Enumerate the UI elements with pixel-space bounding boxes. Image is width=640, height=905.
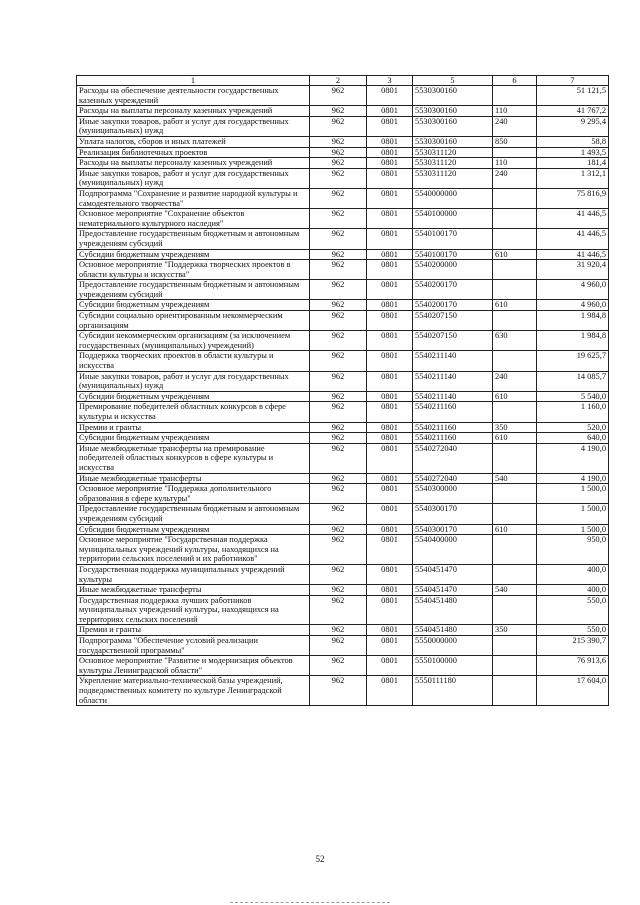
row-description: Премии и гранты [77,422,310,433]
amount: 58,8 [537,136,609,147]
table-row [77,391,609,402]
ministry-code: 962 [310,300,367,311]
row-description: Основное мероприятие "Поддержка дополнительного образования в сфере культуры" [77,484,310,504]
ministry-code: 962 [310,106,367,117]
row-description: Премирование победителей областных конкурсов в сфере культуры и искусства [77,402,310,422]
ministry-code: 962 [310,249,367,260]
ministry-code: 962 [310,625,367,636]
expense-type-code: 850 [493,136,537,147]
amount: 51 121,5 [537,86,609,106]
ministry-code: 962 [310,402,367,422]
ministry-code: 962 [310,116,367,136]
target-article-code: 5540300170 [413,504,493,524]
table-body [77,86,609,706]
ministry-code: 962 [310,484,367,504]
ministry-code: 962 [310,585,367,596]
expense-type-code: 610 [493,249,537,260]
expense-type-code: 540 [493,585,537,596]
row-description: Укрепление материально-технической базы учреждений, подведомственных комитету по культуре Ленинградской области [77,676,310,706]
section-code: 0801 [367,391,413,402]
target-article-code: 5540300000 [413,484,493,504]
ministry-code: 962 [310,147,367,158]
row-description: Иные межбюджетные трансферты [77,585,310,596]
row-description: Уплата налогов, сборов и иных платежей [77,136,310,147]
target-article-code: 5540451470 [413,564,493,584]
amount: 1 500,0 [537,524,609,535]
row-description: Предоставление государственным бюджетным и автономным учреждениям субсидий [77,229,310,249]
row-description: Субсидии бюджетным учреждениям [77,524,310,535]
row-description: Основное мероприятие "Сохранение объектов нематериального культурного наследия" [77,209,310,229]
ministry-code: 962 [310,443,367,473]
row-description: Расходы на выплаты персоналу казенных учреждений [77,106,310,117]
table-row [77,656,609,676]
table-row [77,422,609,433]
section-code: 0801 [367,371,413,391]
table-row [77,524,609,535]
section-code: 0801 [367,311,413,331]
expense-type-code: 350 [493,422,537,433]
expense-type-code [493,280,537,300]
row-description: Субсидии бюджетным учреждениям [77,433,310,444]
amount: 75 816,9 [537,188,609,208]
column-header: 3 [367,76,413,86]
target-article-code: 5540207150 [413,331,493,351]
page-number: 52 [315,854,325,864]
ministry-code: 962 [310,524,367,535]
section-code: 0801 [367,564,413,584]
section-code: 0801 [367,158,413,169]
amount: 14 085,7 [537,371,609,391]
row-description: Подпрограмма "Обеспечение условий реализации государственной программы" [77,636,310,656]
table-header-row [77,76,609,86]
amount: 1 984,8 [537,331,609,351]
target-article-code: 5540200170 [413,300,493,311]
expense-type-code [493,636,537,656]
ministry-code: 962 [310,535,367,565]
amount: 640,0 [537,433,609,444]
amount: 1 500,0 [537,504,609,524]
amount: 550,0 [537,625,609,636]
table-row [77,504,609,524]
table-row [77,585,609,596]
section-code: 0801 [367,188,413,208]
expense-type-code [493,229,537,249]
row-description: Предоставление государственным бюджетным и автономным учреждениям субсидий [77,280,310,300]
section-code: 0801 [367,260,413,280]
expense-type-code [493,676,537,706]
row-description: Предоставление государственным бюджетным и автономным учреждениям субсидий [77,504,310,524]
table-row [77,168,609,188]
table-row [77,229,609,249]
target-article-code: 5540211140 [413,391,493,402]
expense-type-code [493,86,537,106]
target-article-code: 5540211140 [413,351,493,371]
table-row [77,564,609,584]
ministry-code: 962 [310,656,367,676]
column-header: 1 [77,76,310,86]
target-article-code: 5530300160 [413,86,493,106]
target-article-code: 5540272040 [413,473,493,484]
ministry-code: 962 [310,188,367,208]
ministry-code: 962 [310,564,367,584]
expense-type-code [493,443,537,473]
amount: 41 767,2 [537,106,609,117]
section-code: 0801 [367,116,413,136]
expense-type-code: 610 [493,300,537,311]
table-row [77,402,609,422]
column-header: 2 [310,76,367,86]
row-description: Иные закупки товаров, работ и услуг для государственных (муниципальных) нужд [77,371,310,391]
target-article-code: 5540451470 [413,585,493,596]
ministry-code: 962 [310,636,367,656]
ministry-code: 962 [310,433,367,444]
ministry-code: 962 [310,136,367,147]
table-row [77,331,609,351]
amount: 400,0 [537,585,609,596]
amount: 4 960,0 [537,300,609,311]
ministry-code: 962 [310,473,367,484]
section-code: 0801 [367,656,413,676]
ministry-code: 962 [310,391,367,402]
ministry-code: 962 [310,676,367,706]
target-article-code: 5540451480 [413,625,493,636]
section-code: 0801 [367,249,413,260]
amount: 400,0 [537,564,609,584]
row-description: Субсидии бюджетным учреждениям [77,391,310,402]
ministry-code: 962 [310,595,367,625]
target-article-code: 5530300160 [413,136,493,147]
target-article-code: 5540200000 [413,260,493,280]
target-article-code: 5540211160 [413,422,493,433]
amount: 4 190,0 [537,443,609,473]
amount: 1 984,8 [537,311,609,331]
expense-type-code: 540 [493,473,537,484]
expense-type-code: 350 [493,625,537,636]
expense-type-code [493,260,537,280]
section-code: 0801 [367,625,413,636]
expense-type-code [493,595,537,625]
section-code: 0801 [367,402,413,422]
scan-edge-divider [230,902,390,903]
amount: 76 913,6 [537,656,609,676]
row-description: Расходы на выплаты персоналу казенных учреждений [77,158,310,169]
row-description: Премии и гранты [77,625,310,636]
section-code: 0801 [367,433,413,444]
table-row [77,116,609,136]
ministry-code: 962 [310,311,367,331]
amount: 181,4 [537,158,609,169]
row-description: Основное мероприятие "Развитие и модернизация объектов культуры Ленинградской области" [77,656,310,676]
amount: 41 446,5 [537,229,609,249]
table-row [77,351,609,371]
expense-type-code [493,535,537,565]
target-article-code: 5540300170 [413,524,493,535]
expense-type-code: 610 [493,433,537,444]
section-code: 0801 [367,168,413,188]
section-code: 0801 [367,106,413,117]
expense-type-code: 610 [493,524,537,535]
table-row [77,371,609,391]
table-row [77,473,609,484]
target-article-code: 5540400000 [413,535,493,565]
table-row [77,300,609,311]
expense-type-code: 240 [493,168,537,188]
section-code: 0801 [367,585,413,596]
section-code: 0801 [367,229,413,249]
expense-type-code [493,188,537,208]
section-code: 0801 [367,524,413,535]
amount: 1 312,1 [537,168,609,188]
ministry-code: 962 [310,371,367,391]
ministry-code: 962 [310,422,367,433]
expense-type-code [493,564,537,584]
amount: 31 920,4 [537,260,609,280]
section-code: 0801 [367,86,413,106]
row-description: Основное мероприятие "Государственная поддержка муниципальных учреждений культуры, находящихся на территории сельских поселений и их работников" [77,535,310,565]
amount: 520,0 [537,422,609,433]
target-article-code: 5540207150 [413,311,493,331]
section-code: 0801 [367,595,413,625]
target-article-code: 5540272040 [413,443,493,473]
amount: 41 446,5 [537,249,609,260]
row-description: Подпрограмма "Сохранение и развитие народной культуры и самодеятельного творчества" [77,188,310,208]
expense-type-code [493,351,537,371]
row-description: Иные межбюджетные трансферты на премирование победителей областных конкурсов в сфере культуры и искусства [77,443,310,473]
expense-type-code [493,147,537,158]
table-row [77,249,609,260]
budget-table [76,75,609,706]
target-article-code: 5550100000 [413,656,493,676]
target-article-code: 5540100170 [413,249,493,260]
ministry-code: 962 [310,158,367,169]
expense-type-code [493,656,537,676]
section-code: 0801 [367,351,413,371]
ministry-code: 962 [310,260,367,280]
table-row [77,433,609,444]
section-code: 0801 [367,443,413,473]
section-code: 0801 [367,280,413,300]
amount: 5 540,0 [537,391,609,402]
amount: 19 625,7 [537,351,609,371]
column-header: 7 [537,76,609,86]
expense-type-code: 240 [493,116,537,136]
target-article-code: 5540211160 [413,402,493,422]
amount: 4 190,0 [537,473,609,484]
section-code: 0801 [367,136,413,147]
row-description: Реализация библиотечных проектов [77,147,310,158]
ministry-code: 962 [310,209,367,229]
row-description: Субсидии социально ориентированным некоммерческим организациям [77,311,310,331]
table-row [77,625,609,636]
table-row [77,147,609,158]
ministry-code: 962 [310,229,367,249]
ministry-code: 962 [310,280,367,300]
table-row [77,311,609,331]
table-row [77,636,609,656]
amount: 1 500,0 [537,484,609,504]
table-row [77,86,609,106]
ministry-code: 962 [310,331,367,351]
table-row [77,484,609,504]
target-article-code: 5540200170 [413,280,493,300]
table-row [77,676,609,706]
expense-type-code: 610 [493,391,537,402]
row-description: Государственная поддержка муниципальных учреждений культуры [77,564,310,584]
target-article-code: 5530300160 [413,116,493,136]
target-article-code: 5540100000 [413,209,493,229]
amount: 215 390,7 [537,636,609,656]
target-article-code: 5550000000 [413,636,493,656]
row-description: Субсидии бюджетным учреждениям [77,249,310,260]
ministry-code: 962 [310,168,367,188]
expense-type-code [493,209,537,229]
amount: 950,0 [537,535,609,565]
section-code: 0801 [367,636,413,656]
target-article-code: 5530311120 [413,147,493,158]
section-code: 0801 [367,504,413,524]
section-code: 0801 [367,422,413,433]
expense-type-code [493,504,537,524]
table-row [77,535,609,565]
target-article-code: 5530300160 [413,106,493,117]
row-description: Субсидии бюджетным учреждениям [77,300,310,311]
table-row [77,188,609,208]
table-row [77,209,609,229]
expense-type-code [493,484,537,504]
row-description: Иные закупки товаров, работ и услуг для государственных (муниципальных) нужд [77,116,310,136]
table-row [77,443,609,473]
table-row [77,106,609,117]
target-article-code: 5530311120 [413,168,493,188]
section-code: 0801 [367,300,413,311]
ministry-code: 962 [310,86,367,106]
amount: 17 604,0 [537,676,609,706]
row-description: Субсидии некоммерческим организациям (за исключением государственных (муниципальных) учреждений) [77,331,310,351]
ministry-code: 962 [310,351,367,371]
section-code: 0801 [367,147,413,158]
target-article-code: 5540451480 [413,595,493,625]
expense-type-code: 630 [493,331,537,351]
expense-type-code [493,311,537,331]
section-code: 0801 [367,484,413,504]
expense-type-code [493,402,537,422]
section-code: 0801 [367,676,413,706]
table-row [77,595,609,625]
row-description: Поддержка творческих проектов в области культуры и искусства [77,351,310,371]
row-description: Иные межбюджетные трансферты [77,473,310,484]
row-description: Основное мероприятие "Поддержка творческих проектов в области культуры и искусства" [77,260,310,280]
ministry-code: 962 [310,504,367,524]
amount: 1 160,0 [537,402,609,422]
amount: 41 446,5 [537,209,609,229]
expense-type-code: 110 [493,106,537,117]
table-row [77,136,609,147]
target-article-code: 5540211140 [413,371,493,391]
table-row [77,280,609,300]
target-article-code: 5540000000 [413,188,493,208]
amount: 1 493,5 [537,147,609,158]
expense-type-code: 240 [493,371,537,391]
section-code: 0801 [367,535,413,565]
amount: 550,0 [537,595,609,625]
row-description: Государственная поддержка лучших работников муниципальных учреждений культуры, находящихся на территориях сельских поселений [77,595,310,625]
section-code: 0801 [367,331,413,351]
column-header: 5 [413,76,493,86]
table-row [77,260,609,280]
section-code: 0801 [367,209,413,229]
target-article-code: 5530311120 [413,158,493,169]
table-row [77,158,609,169]
amount: 9 295,4 [537,116,609,136]
row-description: Расходы на обеспечение деятельности государственных казенных учреждений [77,86,310,106]
section-code: 0801 [367,473,413,484]
column-header: 6 [493,76,537,86]
target-article-code: 5540211160 [413,433,493,444]
row-description: Иные закупки товаров, работ и услуг для государственных (муниципальных) нужд [77,168,310,188]
amount: 4 960,0 [537,280,609,300]
target-article-code: 5550111180 [413,676,493,706]
target-article-code: 5540100170 [413,229,493,249]
expense-type-code: 110 [493,158,537,169]
